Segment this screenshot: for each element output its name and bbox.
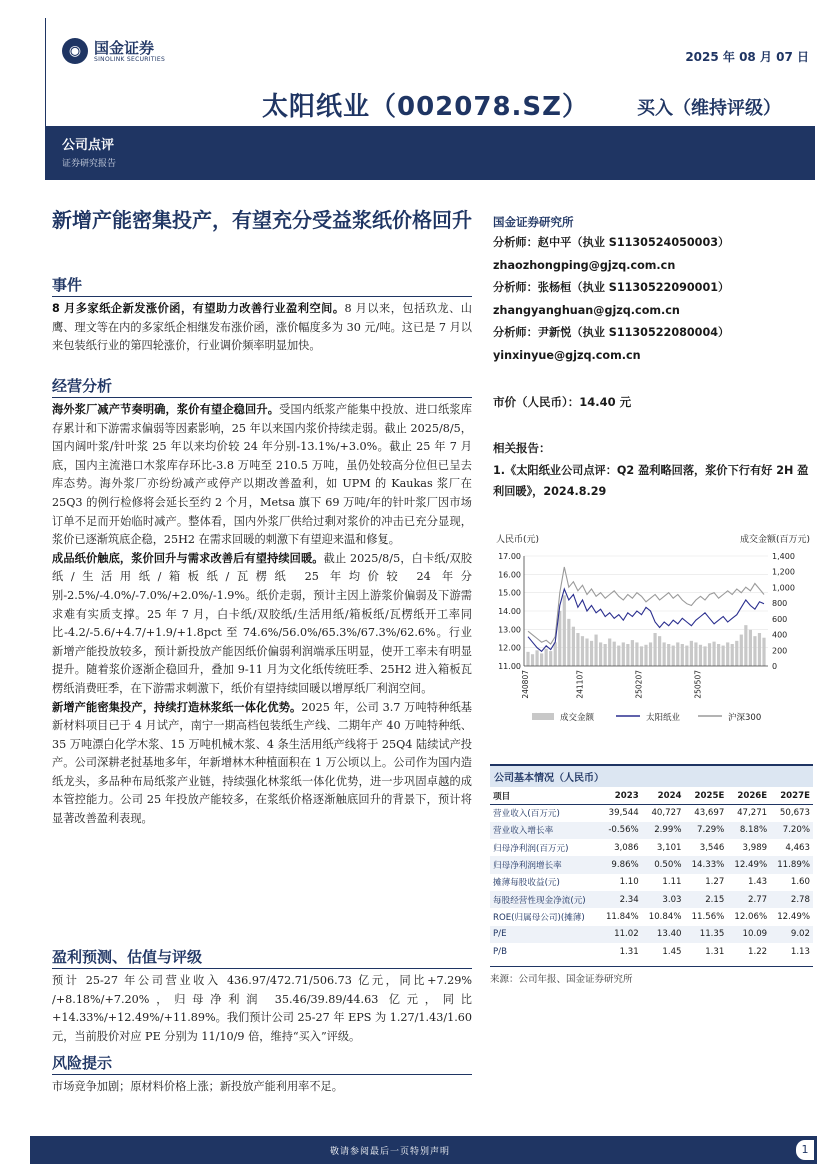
table-row-label: 摊薄每股收益(元) [493, 878, 560, 889]
volume-bar [599, 642, 602, 666]
table-cell: 11.35 [685, 926, 728, 943]
table-cell: 1.31 [705, 946, 725, 957]
table-header: 2023 [599, 787, 642, 805]
volume-bar [540, 653, 543, 666]
y-axis-label-left: 人民币(元) [496, 535, 540, 545]
y-tick-label-left: 11.00 [498, 662, 521, 671]
table-cell: 1.13 [790, 946, 810, 957]
section-operation [52, 375, 472, 829]
volume-bar [590, 641, 593, 666]
paragraph-lead: 新增产能密集投产，持续打造林浆纸一体化优势。 [52, 700, 302, 714]
report-subtype: 证券研究报告 [62, 159, 117, 169]
section-risk [52, 1052, 472, 1097]
volume-bar [572, 627, 575, 666]
volume-bar [613, 642, 616, 666]
volume-bar [563, 595, 566, 666]
table-cell: 4,463 [785, 842, 810, 853]
table-cell: 9.02 [770, 926, 813, 943]
volume-bar [699, 645, 702, 666]
table-cell: 10.09 [727, 926, 770, 943]
volume-bar [694, 642, 697, 666]
table-row [490, 926, 813, 943]
paragraph-text: 市场竞争加剧；原材料价格上涨；新投放产能利用率不足。 [52, 1080, 343, 1093]
volume-bar [594, 635, 597, 666]
paragraph-text: 受国内纸浆产能集中投放、进口纸浆库存累计和下游需求偏弱等因素影响，25 年以来国内浆价持续走弱。截止 2025/8/5，国内阔叶浆/针叶浆 25 年以来均价较 24 年分别-13.1%/+3.0%。截止 25 年 7 月底，国内主流港口木浆库存环比-3.8 万吨至 210.5 万吨，虽仍处较高分位但已呈去库态势。海外浆厂亦纷纷减产或停产以期改善盈利，如 UPM 的 Kaukas 浆厂在 25Q3 的例行检修将会延长至约 2 个月，Metsa 旗下 69 万吨/年的针叶浆厂因市场订单不足而开始临时减产。整体看，国内外浆厂供给过剩对浆价的冲击已充分显现，浆价已逐渐筑底企稳，25H2 在需求回暖的刺激下有望迎来温和修复。 [52, 403, 472, 547]
paragraph-text: 8 月以来，包括玖龙、山鹰、理文等在内的多家纸企相继发布涨价函，涨价幅度多为 30 元/吨。这已是 7 月以来包装纸行业的第四轮涨价，行业调价频率明显加快。 [52, 302, 472, 353]
volume-bar [608, 639, 611, 667]
table-row-label: 每股经营性现金净流(元) [490, 891, 599, 908]
table-cell: 1.60 [790, 877, 810, 888]
volume-bar [753, 636, 756, 666]
volume-bar [708, 643, 711, 666]
table-cell: 2.77 [727, 891, 770, 908]
table-header-row [490, 787, 813, 805]
stock-chart [488, 530, 818, 730]
paragraph-text: 截止 2025/8/5，白卡纸/双胶纸/生活用纸/箱板纸/瓦楞纸 25 年均价较 24 年分别-2.5%/-4.0%/-7.0%/+2.0%/-1.9%。纸价走弱，预计主因上游浆价偏弱及下游需求难有实质支撑。25 年 7 月，白卡纸/双胶纸/生活用纸/箱板纸/瓦楞纸开工率同比-4.2/-5.6/+4.7/+1.9/+1.8pct 至 74.6%/56.0%/65.3%/67.3%/62.6%。行业新增产能投放较多，预计新投放产能因纸价偏弱利润端承压明显，使开工率未有明显提升。随着浆价逐渐企稳回升，叠加 9-11 月为文化纸传统旺季、25H2 进入箱板瓦楞纸消费旺季，在下游需求刺激下，纸价有望持续回暖以增厚纸厂利润空间。 [52, 551, 472, 695]
paragraph-lead: 8 月多家纸企新发涨价函，有望助力改善行业盈利空间。 [52, 302, 345, 315]
y-tick-label-right: 1,200 [772, 567, 795, 577]
table-cell: 2.15 [685, 891, 728, 908]
volume-bar [681, 644, 684, 666]
paragraph [52, 401, 472, 550]
table-cell: 43,697 [694, 808, 725, 819]
logo-en: SINOLINK SECURITIES [94, 55, 166, 63]
table-header: 2026E [727, 787, 770, 805]
market-price: 市价（人民币）：14.40 元 [493, 395, 632, 409]
paragraph [52, 972, 472, 1046]
table-row-label: 营业收入增长率 [490, 822, 599, 839]
y-axis-label-right: 成交金额(百万元) [739, 535, 810, 545]
section-event [52, 274, 472, 356]
paragraph-text: 预计 25-27 年公司营业收入 436.97/472.71/506.73 亿元，同比+7.29% /+8.18%/+7.20%，归母净利润 35.46/39.89/44.63 亿元，同比+14.33%/+12.49%/+11.89%。我们预计公司 25-27 年 EPS 为 1.27/1.43/1.60 元，当前股价对应 PE 分别为 11/10/9 倍，维持“买入”评级。 [52, 974, 472, 1043]
table-cell: 12.49% [777, 911, 810, 922]
volume-bar [690, 641, 693, 666]
table-row [490, 856, 813, 873]
table-cell: 1.10 [619, 877, 639, 888]
footer-disclaimer[interactable]: 敬请参阅最后一页特别声明 [330, 1147, 451, 1157]
volume-bar [735, 641, 738, 666]
table-cell: 11.84% [605, 911, 639, 922]
paragraph [52, 300, 472, 356]
analyst-email[interactable]: zhaozhongping@gjzq.com.cn [493, 258, 676, 272]
legend-swatch-volume [532, 713, 554, 720]
table-row-label: 营业收入(百万元) [493, 809, 560, 820]
paragraph [52, 699, 472, 829]
volume-bar [581, 636, 584, 666]
volume-bar [672, 646, 675, 666]
volume-bar [744, 625, 747, 666]
volume-bar [531, 654, 534, 666]
table-cell: 50,673 [779, 808, 810, 819]
volume-bar [762, 638, 765, 666]
volume-bar [703, 646, 706, 666]
table-cell: 9.86% [599, 856, 642, 873]
volume-bar [676, 642, 679, 666]
volume-bar [749, 630, 752, 666]
table-cell: 3,546 [699, 842, 725, 853]
volume-bar [722, 646, 725, 666]
volume-bar [663, 642, 666, 666]
logo-mark-icon: ◉ [62, 38, 88, 64]
volume-bar [604, 644, 607, 666]
table-cell: 11.56% [691, 911, 725, 922]
table-cell: 2.99% [642, 822, 685, 839]
paragraph-text: 2025 年，公司 3.7 万吨特种纸基新材料项目已于 4 月试产，南宁一期高档包装纸生产线、二期年产 40 万吨特种纸、35 万吨漂白化学木浆、15 万吨机械木浆、4 条生活用纸产线将于 25Q4 陆续试产投产。公司深耕老挝基地多年，年新增林木种植面积在 1 万公顷以上。公司作为国内造纸龙头，多品种布局纸浆产业链，持续强化林浆纸一体化优势，进一步巩固卓越的成本管控能力。公司 25 年投放产能较多，在浆纸价格逐渐触底回升的背景下，预计将显著改善盈利表现。 [52, 700, 472, 826]
volume-bar [622, 642, 625, 666]
table-header: 2025E [685, 787, 728, 805]
volume-bar [549, 651, 552, 666]
y-tick-label-left: 17.00 [498, 552, 521, 561]
y-tick-label-right: 0 [772, 662, 778, 671]
page-number: 1 [796, 1140, 814, 1160]
report-date: 2025 年 08 月 07 日 [685, 50, 809, 64]
table-row [490, 839, 813, 856]
table-row [490, 943, 813, 960]
volume-bar [740, 635, 743, 666]
analyst-list [493, 232, 813, 367]
table-row-label: 归母净利润(百万元) [493, 843, 569, 854]
report-type: 公司点评 [62, 138, 115, 153]
table-row [490, 874, 813, 891]
table-header: 项目 [490, 787, 599, 805]
table-row [490, 822, 813, 839]
table-cell: -0.56% [599, 822, 642, 839]
table-cell: 47,271 [737, 808, 768, 819]
section-title: 盈利预测、估值与评级 [52, 946, 472, 969]
related-report-item[interactable]: 1.《太阳纸业公司点评：Q2 盈利略回落，浆价下行有好 2H 盈利回暖》，2024.8.29 [493, 464, 809, 498]
x-tick-label: 250507 [693, 670, 703, 699]
table-cell: 7.20% [770, 822, 813, 839]
table-header: 2027E [770, 787, 813, 805]
table-cell: 2.78 [770, 891, 813, 908]
logo-cn: 国金证券 [94, 38, 155, 57]
headline: 新增产能密集投产，有望充分受益浆纸价格回升 [52, 208, 472, 232]
table-cell: 7.29% [685, 822, 728, 839]
table-cell: 3.03 [642, 891, 685, 908]
table-cell: 0.50% [642, 856, 685, 873]
rating: 买入（维持评级） [637, 98, 781, 119]
volume-bar [712, 642, 715, 666]
table-cell: 13.40 [642, 926, 685, 943]
section-title: 经营分析 [52, 375, 472, 398]
company-logo [62, 38, 165, 64]
volume-bar [726, 642, 729, 666]
y-tick-label-left: 13.00 [498, 625, 521, 635]
section-title: 风险提示 [52, 1052, 472, 1075]
table-cell: 3,989 [742, 842, 768, 853]
table-cell: 3,101 [656, 842, 682, 853]
volume-bar [685, 646, 688, 666]
table-row-label: 归母净利润增长率 [490, 856, 599, 873]
company-title: 太阳纸业（002078.SZ） [262, 92, 590, 122]
section-title: 事件 [52, 274, 472, 297]
x-tick-label: 250207 [634, 670, 644, 699]
table-cell: 10.84% [648, 911, 682, 922]
analyst-line: 分析师：张杨桓（执业 S1130522090001） [493, 281, 730, 294]
table-source: 来源：公司年报、国金证券研究所 [490, 966, 813, 985]
table-row-label: P/B [493, 946, 507, 957]
legend-label: 成交金额 [560, 713, 595, 723]
table-row [490, 805, 813, 822]
y-tick-label-right: 400 [772, 630, 788, 640]
volume-bar [631, 640, 634, 666]
volume-bar [626, 644, 629, 666]
x-tick-label: 240807 [521, 670, 530, 699]
table-header: 2024 [642, 787, 685, 805]
table-cell: 3,086 [614, 842, 639, 853]
volume-bar [545, 649, 548, 666]
table-row [490, 908, 813, 925]
volume-bar [667, 644, 670, 666]
legend-label: 沪深300 [728, 713, 762, 723]
volume-bar [635, 642, 638, 666]
table-cell: 11.02 [599, 926, 642, 943]
y-tick-label-right: 1,000 [772, 583, 795, 593]
table-cell: 8.18% [727, 822, 770, 839]
volume-bar [526, 652, 529, 666]
analyst-email[interactable]: yinxinyue@gjzq.com.cn [493, 348, 641, 362]
table-cell: 39,544 [608, 808, 639, 819]
stock-chart-svg [488, 530, 818, 730]
basic-info-table [490, 764, 813, 985]
paragraph-lead: 成品纸价触底，浆价回升与需求改善后有望持续回暖。 [52, 551, 324, 565]
y-tick-label-left: 12.00 [498, 643, 521, 653]
table-cell: 14.33% [685, 856, 728, 873]
volume-bar [576, 633, 579, 666]
y-tick-label-right: 200 [772, 646, 788, 656]
y-tick-label-right: 1,400 [772, 552, 795, 561]
volume-bar [535, 650, 538, 666]
table-cell: 1.45 [662, 946, 682, 957]
volume-bar [585, 639, 588, 667]
table-cell: 1.11 [662, 877, 682, 888]
table-cell: 1.31 [619, 946, 639, 957]
table-title: 公司基本情况（人民币） [490, 764, 813, 787]
y-tick-label-left: 16.00 [498, 570, 521, 580]
table-cell: 2.34 [599, 891, 642, 908]
paragraph [52, 550, 472, 699]
financial-table [490, 787, 813, 960]
volume-bar [717, 644, 720, 666]
table-row-label: ROE(归属母公司)(摊薄) [493, 912, 585, 923]
table-row [490, 891, 813, 908]
volume-bar [567, 619, 570, 666]
table-cell: 1.27 [705, 877, 725, 888]
table-cell: 12.49% [727, 856, 770, 873]
y-tick-label-left: 14.00 [498, 607, 521, 616]
table-cell: 12.06% [734, 911, 768, 922]
volume-bar [649, 642, 652, 666]
volume-bar [617, 646, 620, 666]
x-tick-label: 241107 [575, 670, 585, 699]
y-tick-label-left: 15.00 [498, 588, 521, 598]
volume-bar [731, 644, 734, 666]
analyst-email[interactable]: zhangyanghuan@gjzq.com.cn [493, 303, 680, 317]
analyst-line: 分析师：尹新悦（执业 S1130522080004） [493, 326, 730, 339]
volume-bar [558, 611, 561, 666]
legend-label: 太阳纸业 [646, 713, 681, 723]
table-cell: 1.22 [748, 946, 768, 957]
table-cell: 1.43 [748, 877, 768, 888]
volume-bar [640, 646, 643, 666]
table-cell: 40,727 [651, 808, 682, 819]
volume-bar [554, 642, 557, 666]
y-tick-label-right: 800 [772, 599, 788, 609]
related-reports-title: 相关报告： [493, 441, 551, 455]
volume-bar [758, 633, 761, 666]
volume-bar [658, 636, 661, 666]
paragraph [52, 1078, 472, 1097]
institute-name: 国金证券研究所 [493, 215, 574, 229]
y-tick-label-right: 600 [772, 614, 788, 624]
volume-bar [653, 633, 656, 666]
table-cell: 11.89% [770, 856, 813, 873]
paragraph-lead: 海外浆厂减产节奏明确，浆价有望企稳回升。 [52, 403, 280, 416]
analyst-line: 分析师：赵中平（执业 S1130524050003） [493, 236, 730, 249]
table-row-label: P/E [490, 926, 599, 943]
section-forecast [52, 946, 472, 1046]
volume-bar [644, 645, 647, 666]
